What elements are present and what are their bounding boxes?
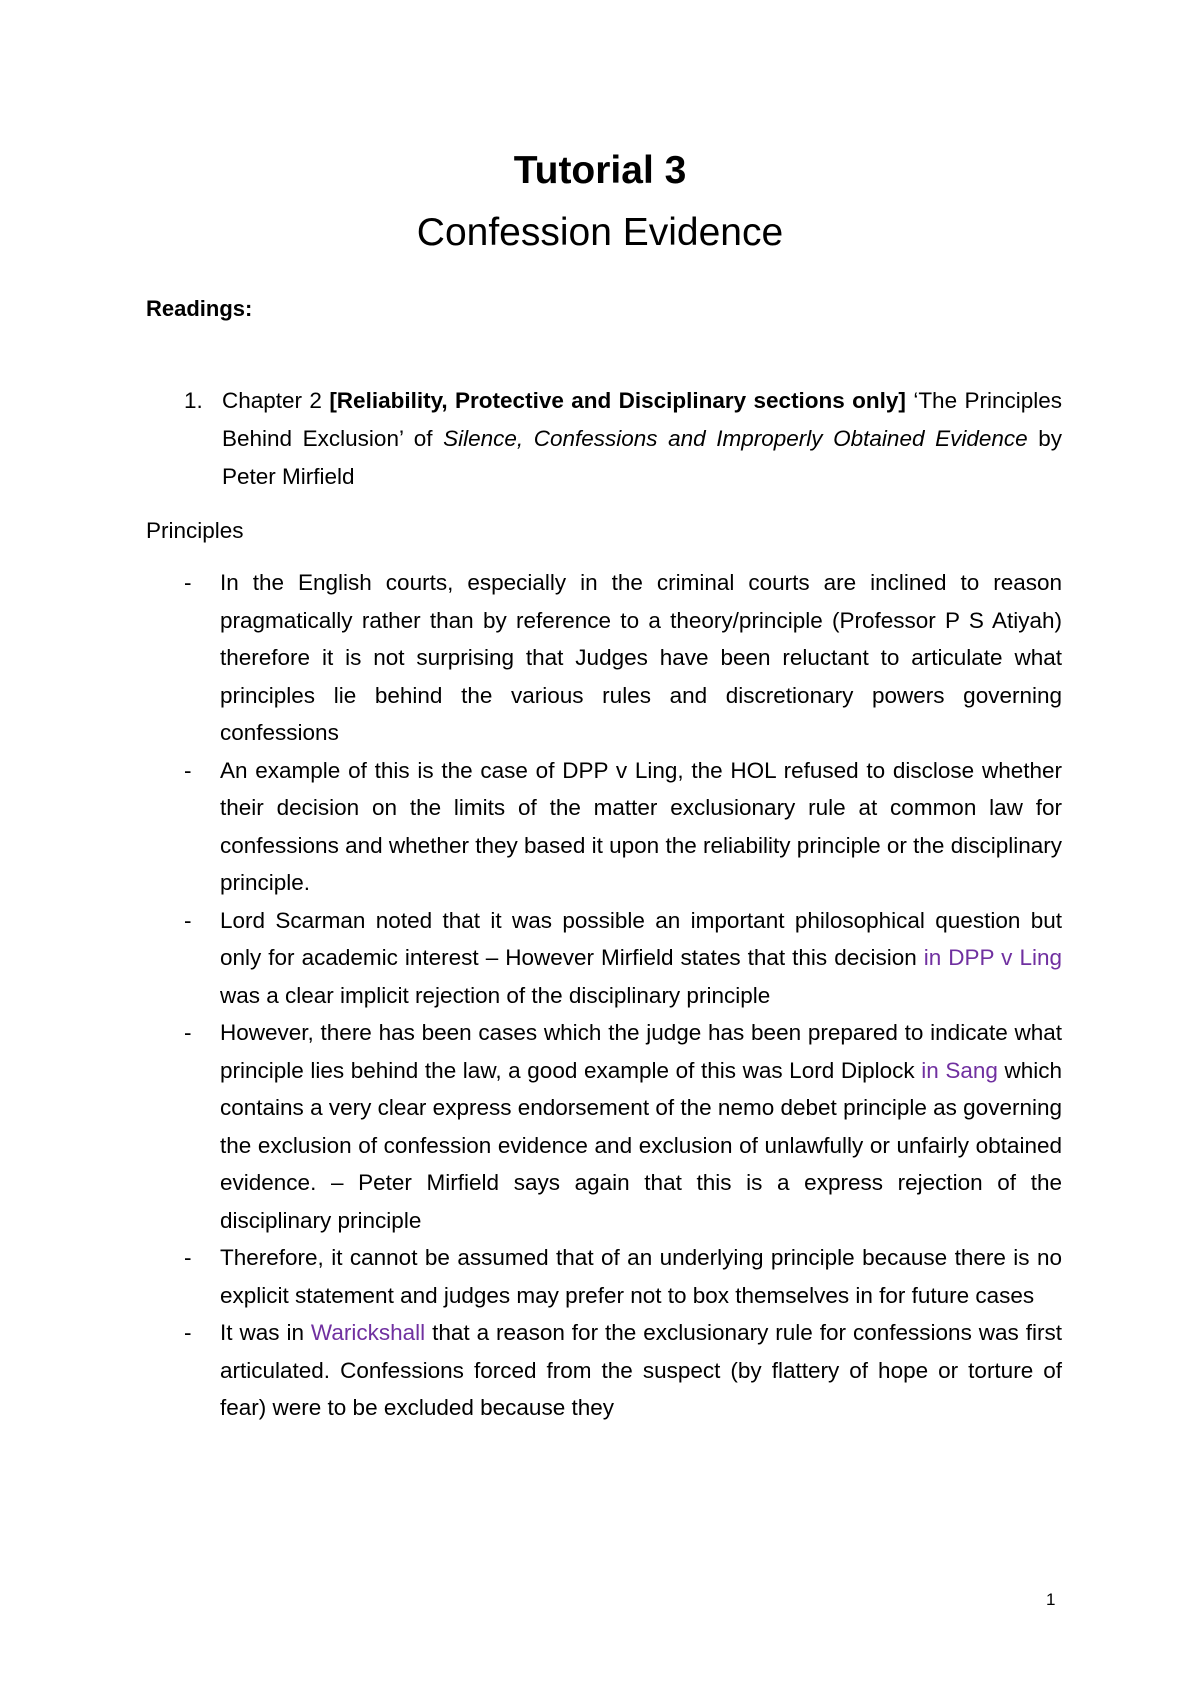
bullet-text: An example of this is the case of DPP v Ling, the HOL refused to disclose whether their decision on the limits of the matter exclusionary rule at common law for confessions and whether they based it upon the reliability principle or the disciplinary principle.	[220, 757, 1062, 895]
list-item	[146, 1014, 1062, 1239]
case-reference: in Sang	[921, 1057, 998, 1083]
reading-author: by Peter Mirfield	[222, 426, 1062, 489]
case-reference: in DPP v Ling	[923, 945, 1062, 970]
bullet-text: Therefore, it cannot be assumed that of an underlying principle because there is no explicit statement and judges may prefer not to box themselves in for future cases	[220, 1245, 1062, 1308]
bullet-dash: -	[184, 570, 192, 595]
case-reference: Warickshall	[310, 1320, 426, 1345]
list-item	[146, 752, 1062, 902]
bullet-text: It was in	[220, 1320, 311, 1345]
list-item	[146, 902, 1062, 1015]
bullet-text: which contains a very clear express endorsement of the nemo debet principle as governing the exclusion of confession evidence and exclusion of unlawfully or unfairly obtained evidence. – Peter Mirfield says again that this is a express rejection of the disciplinary principle	[220, 1057, 1063, 1233]
bullet-dash: -	[184, 1245, 192, 1270]
list-item	[146, 1314, 1062, 1427]
bullet-dash: -	[184, 1320, 192, 1345]
page-number: 1	[1046, 1590, 1056, 1609]
reading-item	[184, 382, 1062, 496]
bullet-dash: -	[184, 757, 192, 783]
document-title: Tutorial 3	[513, 149, 687, 192]
bullet-text: was a clear implicit rejection of the disciplinary principle	[220, 982, 771, 1008]
list-item	[146, 1239, 1062, 1314]
bullet-dash: -	[184, 907, 192, 933]
bullet-text: In the English courts, especially in the criminal courts are inclined to reason pragmatically rather than by reference to a theory/principle (Professor P S Atiyah) therefore it is not surprising that Judges have been reluctant to articulate what principles lie behind the various rules and discretionary powers governing confessions	[220, 570, 1062, 745]
document-subtitle: Confession Evidence	[416, 211, 784, 254]
readings-heading: Readings:	[146, 296, 253, 321]
bullet-dash: -	[184, 1020, 192, 1045]
reading-text-start: Chapter 2	[222, 388, 330, 413]
bullet-text: Lord Scarman noted that it was possible an important philosophical question but only for academic interest – However Mirfield states that this decision	[220, 907, 1062, 970]
reading-chapter-title: ‘The Principles Behind Exclusion’ of	[222, 388, 1062, 451]
bullet-text: However, there has been cases which the judge has been prepared to indicate what principle lies behind the law, a good example of this was Lord Diplock	[220, 1020, 1062, 1083]
list-item	[146, 564, 1062, 752]
reading-number: 1.	[184, 388, 203, 413]
reading-sections-note: [Reliability, Protective and Disciplinary sections only]	[329, 388, 906, 413]
bullet-text: that a reason for the exclusionary rule for confessions was first articulated. Confessions forced from the suspect (by flattery of hope or torture of fear) were to be excluded because they	[220, 1320, 1062, 1420]
reading-book-title: Silence, Confessions and Improperly Obtained Evidence	[443, 426, 1028, 451]
principles-list	[146, 564, 1062, 1427]
principles-heading: Principles	[146, 518, 244, 543]
